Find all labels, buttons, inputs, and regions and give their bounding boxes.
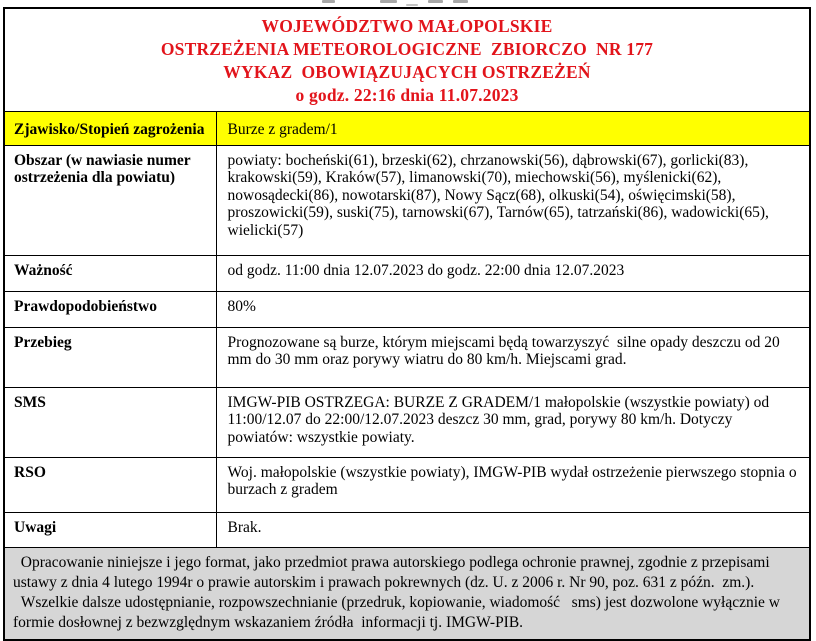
row-label: Obszar (w nawiasie numer ostrzeżenia dla powiatu) xyxy=(4,145,216,255)
row-value: 80% xyxy=(216,291,810,327)
table-row-rso xyxy=(4,457,810,512)
row-value: od godz. 11:00 dnia 12.07.2023 do godz. 22:00 dnia 12.07.2023 xyxy=(216,255,810,291)
clipped-text-fragment xyxy=(453,0,468,3)
issue-datetime: o godz. 22:16 dnia 11.07.2023 xyxy=(295,85,519,105)
table-row-validity xyxy=(4,255,810,291)
row-value: Brak. xyxy=(216,512,810,547)
table-row-area xyxy=(4,145,810,255)
clipped-text-fragment xyxy=(322,0,335,3)
header-row xyxy=(4,8,810,112)
clipped-text-fragment xyxy=(380,0,397,3)
copyright-paragraph: Opracowanie niniejsze i jego format, jako przedmiot prawa autorskiego podlega ochronie prawnej, zgodnie z przepisami ustawy z dnia 4 lutego 1994r o prawie autorskim i prawach pokrewnych (dz. U. z 2006 r. Nr 90, poz. 631 z późn. zm.). xyxy=(13,553,774,591)
footer-row xyxy=(4,547,810,640)
row-value: Prognozowane są burze, którym miejscami będą towarzyszyć silne opady deszczu od 20 mm do 30 mm oraz porywy wiatru do 80 km/h. Miejscami grad. xyxy=(216,327,810,387)
row-label: Przebieg xyxy=(4,327,216,387)
warnings-list-title: WYKAZ OBOWIĄZUJĄCYCH OSTRZEŻEŃ xyxy=(223,62,591,82)
row-label: Uwagi xyxy=(4,512,216,547)
clipped-text-fragment xyxy=(406,4,418,6)
row-label: Zjawisko/Stopień zagrożenia xyxy=(4,112,216,146)
row-value: Woj. małopolskie (wszystkie powiaty), IMGW-PIB wydał ostrzeżenie pierwszego stopnia o burzach z gradem xyxy=(216,457,810,512)
table-row-remarks xyxy=(4,512,810,547)
table-row-probability xyxy=(4,291,810,327)
row-value: IMGW-PIB OSTRZEGA: BURZE Z GRADEM/1 małopolskie (wszystkie powiaty) od 11:00/12.07 do 22:00/12.07.2023 deszcz 30 mm, grad, porywy 80 km/h. Dotyczy powiatów: wszystkie powiaty. xyxy=(216,387,810,457)
row-value: powiaty: bocheński(61), brzeski(62), chrzanowski(56), dąbrowski(67), gorlicki(83), krakowski(59), Kraków(57), limanowski(70), miechowski(56), myślenicki(62), nowosądecki(86), nowotarski(87), Nowy Sącz(68), olkuski(54), oświęcimski(58), proszowicki(59), suski(75), tarnowski(67), Tarnów(65), tatrzański(86), wadowicki(65), wielicki(57) xyxy=(216,145,810,255)
redistribution-paragraph: Wszelkie dalsze udostępnianie, rozpowszechnianie (przedruk, kopiowanie, wiadomość sms) jest dozwolone wyłącznie w formie dosłownej z bezwzględnym wskazaniem źródła informacji tj. IMGW-PIB. xyxy=(13,593,784,631)
table-row-sms xyxy=(4,387,810,457)
voivodeship-title: WOJEWÓDZTWO MAŁOPOLSKIE xyxy=(261,16,553,36)
clipped-text-fragments xyxy=(0,0,816,7)
table-row-course xyxy=(4,327,810,387)
clipped-text-fragment xyxy=(428,0,443,3)
bulletin-number-title: OSTRZEŻENIA METEOROLOGICZNE ZBIORCZO NR 177 xyxy=(160,39,654,59)
row-label: Ważność xyxy=(4,255,216,291)
warning-bulletin-table xyxy=(3,7,811,641)
row-label: SMS xyxy=(4,387,216,457)
row-label: RSO xyxy=(4,457,216,512)
row-value: Burze z gradem/1 xyxy=(216,112,810,146)
document-header xyxy=(4,8,810,112)
table-row-phenomenon xyxy=(4,112,810,146)
copyright-note xyxy=(4,547,810,640)
row-label: Prawdopodobieństwo xyxy=(4,291,216,327)
